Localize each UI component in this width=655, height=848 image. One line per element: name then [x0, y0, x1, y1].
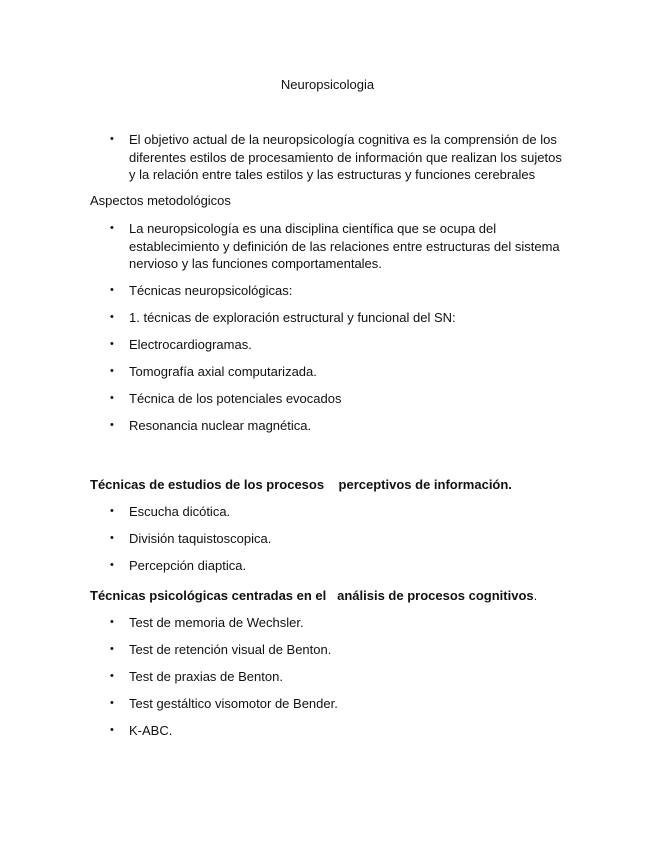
list-item: • Técnica de los potenciales evocados: [110, 390, 570, 408]
list-item: • Test de retención visual de Benton.: [110, 641, 570, 659]
list-item: • Test gestáltico visomotor de Bender.: [110, 695, 570, 713]
heading-part: análisis de procesos cognitivos: [337, 588, 534, 603]
section-heading-cognitive: [90, 587, 580, 605]
section-label-methods: Aspectos metodológicos: [90, 193, 231, 208]
list-item: • K-ABC.: [110, 722, 570, 740]
list-item: • Percepción diaptica.: [110, 557, 570, 575]
list-item: • Resonancia nuclear magnética.: [110, 417, 570, 435]
list-item: • Electrocardiogramas.: [110, 336, 570, 354]
cognitive-list: [110, 614, 570, 749]
list-item: • El objetivo actual de la neuropsicología cognitiva es la comprensión de los diferentes estilos de procesamiento de información que realizan los sujetos y la relación entre tales estilos y las estructuras y funciones cerebrales: [110, 131, 570, 184]
list-item: • Test de praxias de Benton.: [110, 668, 570, 686]
section-heading-perceptual: [90, 476, 580, 494]
perceptual-list: [110, 503, 570, 584]
list-item: • La neuropsicología es una disciplina científica que se ocupa del establecimiento y definición de las relaciones entre estructuras del sistema nervioso y las funciones comportamentales.: [110, 220, 570, 273]
list-item: • Escucha dicótica.: [110, 503, 570, 521]
list-item: • Tomografía axial computarizada.: [110, 363, 570, 381]
list-item: • División taquistoscopica.: [110, 530, 570, 548]
list-item: • 1. técnicas de exploración estructural y funcional del SN:: [110, 309, 570, 327]
heading-period: .: [533, 588, 538, 603]
intro-list: [110, 131, 570, 184]
list-item: • Técnicas neuropsicológicas:: [110, 282, 570, 300]
heading-part: perceptivos de información.: [338, 477, 512, 492]
document-title: Neuropsicologia: [280, 77, 375, 92]
list-item: • Test de memoria de Wechsler.: [110, 614, 570, 632]
heading-part: Técnicas psicológicas centradas en el: [90, 588, 327, 603]
methods-list: [110, 220, 570, 444]
heading-part: Técnicas de estudios de los procesos: [90, 477, 325, 492]
